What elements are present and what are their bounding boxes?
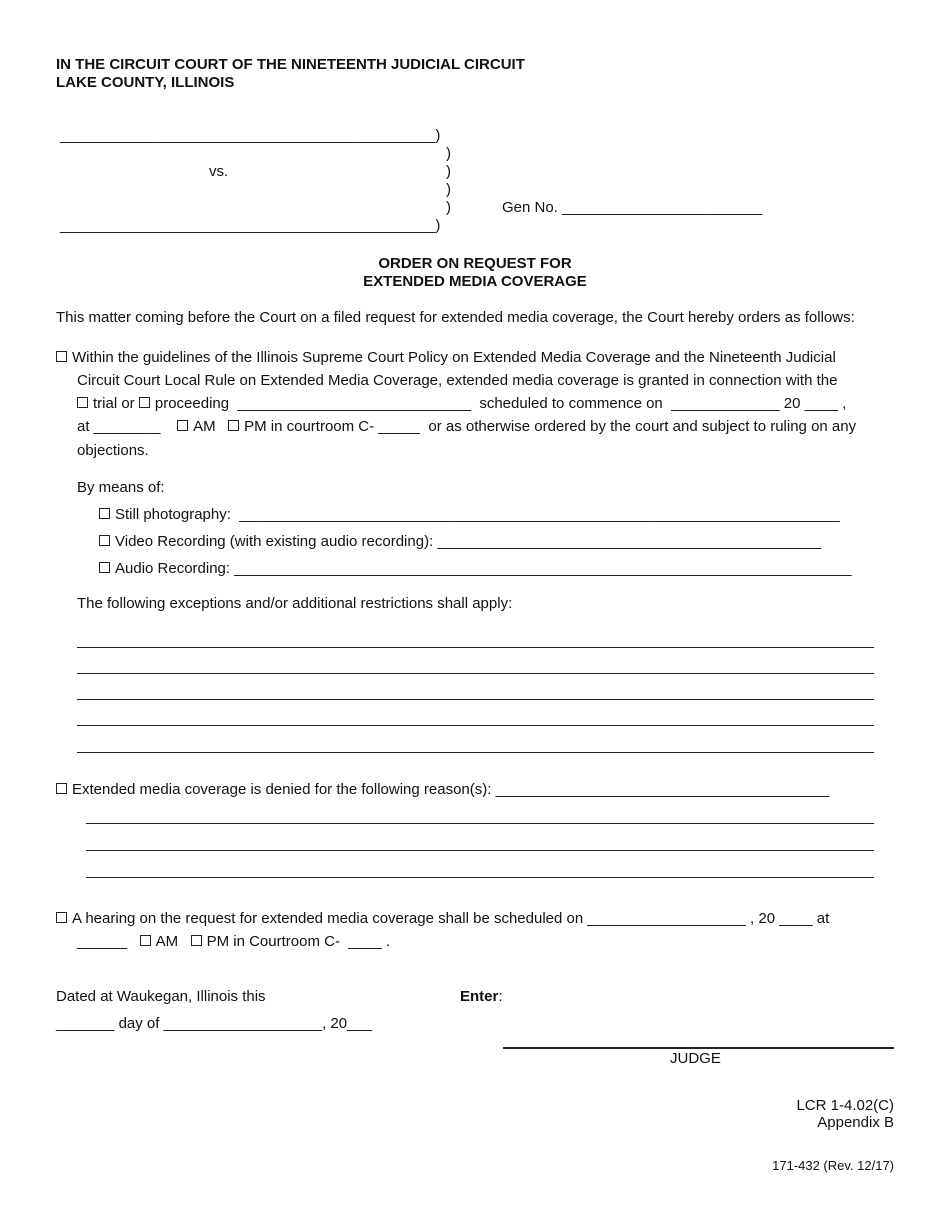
- hearing-time-blank[interactable]: ______: [77, 933, 128, 950]
- audio-label: Audio Recording: __________________________________________________________________________: [115, 560, 852, 577]
- hearing-checkbox[interactable]: [56, 912, 67, 923]
- still-photo-label: Still photography: ________________________________________________________________________: [115, 506, 840, 523]
- pm-courtroom-text: PM in courtroom C- _____ or as otherwise ordered by the court and subject to ruling on any: [244, 418, 857, 435]
- still-photo-option: [99, 506, 840, 524]
- enter-colon: :: [498, 988, 503, 1005]
- denied-text: Extended media coverage is denied for the following reason(s): ________________________________________: [72, 781, 830, 798]
- video-checkbox[interactable]: [99, 535, 110, 546]
- exceptions-line[interactable]: [77, 725, 874, 726]
- denied-option: [56, 781, 829, 799]
- defendant-line[interactable]: _____________________________________________): [60, 217, 441, 234]
- caption-paren: ): [446, 181, 451, 198]
- court-county: LAKE COUNTY, ILLINOIS: [56, 74, 235, 91]
- granted-line3: [77, 395, 846, 413]
- judge-label: JUDGE: [670, 1050, 721, 1067]
- dated-label: Dated at Waukegan, Illinois this: [56, 988, 266, 1005]
- caption-paren: ): [446, 163, 451, 180]
- still-photo-checkbox[interactable]: [99, 508, 110, 519]
- versus-label: vs.: [209, 163, 229, 180]
- form-title-line1: ORDER ON REQUEST FOR: [378, 255, 572, 272]
- granted-line4: [77, 418, 856, 436]
- am-label: AM: [193, 418, 216, 435]
- caption-paren: ): [446, 145, 451, 162]
- form-number: 171-432 (Rev. 12/17): [772, 1158, 894, 1173]
- means-heading: By means of:: [77, 479, 165, 496]
- exceptions-line[interactable]: [77, 673, 874, 674]
- denied-reason-line[interactable]: [86, 823, 874, 824]
- plaintiff-line[interactable]: _____________________________________________): [60, 127, 441, 144]
- hearing-option: [56, 910, 829, 928]
- appendix-ref: Appendix B: [817, 1114, 894, 1131]
- audio-option: [99, 560, 852, 578]
- am-checkbox[interactable]: [177, 420, 188, 431]
- granted-text-line5: objections.: [77, 442, 149, 459]
- trial-label: trial or: [93, 395, 135, 412]
- hearing-pm-text: PM in Courtroom C- ____ .: [206, 933, 390, 950]
- exceptions-line[interactable]: [77, 752, 874, 753]
- video-label: Video Recording (with existing audio recording): ______________________________________________: [115, 533, 822, 550]
- court-name: IN THE CIRCUIT COURT OF THE NINETEENTH JUDICIAL CIRCUIT: [56, 56, 525, 73]
- time-blank[interactable]: at ________: [77, 418, 161, 435]
- hearing-line2: [77, 933, 390, 951]
- granted-text-line1: Within the guidelines of the Illinois Supreme Court Policy on Extended Media Coverage and the Nineteenth Judicial: [72, 349, 836, 366]
- hearing-text: A hearing on the request for extended media coverage shall be scheduled on ___________________ , 20 ____ at: [72, 910, 830, 927]
- exceptions-line[interactable]: [77, 647, 874, 648]
- proceeding-checkbox[interactable]: [139, 397, 150, 408]
- gen-no-field[interactable]: Gen No. ________________________: [502, 199, 763, 216]
- denied-reason-line[interactable]: [86, 850, 874, 851]
- form-title-line2: EXTENDED MEDIA COVERAGE: [363, 273, 587, 290]
- exceptions-line[interactable]: [77, 699, 874, 700]
- local-rule-ref: LCR 1-4.02(C): [796, 1097, 894, 1114]
- caption-paren: ): [446, 199, 451, 216]
- pm-checkbox[interactable]: [228, 420, 239, 431]
- video-option: [99, 533, 821, 551]
- proceeding-label: proceeding ____________________________ scheduled to commence on _____________ 20 ____ ,: [154, 395, 847, 412]
- denied-checkbox[interactable]: [56, 783, 67, 794]
- judge-signature-line[interactable]: [503, 1047, 894, 1049]
- hearing-am-label: AM: [155, 933, 179, 950]
- granted-checkbox[interactable]: [56, 351, 67, 362]
- granted-option: [56, 349, 836, 367]
- trial-checkbox[interactable]: [77, 397, 88, 408]
- audio-checkbox[interactable]: [99, 562, 110, 573]
- hearing-am-checkbox[interactable]: [140, 935, 151, 946]
- denied-reason-line[interactable]: [86, 877, 874, 878]
- granted-text-line2: Circuit Court Local Rule on Extended Media Coverage, extended media coverage is granted in connection with the: [77, 372, 838, 389]
- enter-word: Enter: [460, 988, 499, 1005]
- dated-blanks[interactable]: _______ day of ___________________, 20___: [56, 1015, 373, 1032]
- exceptions-heading: The following exceptions and/or additional restrictions shall apply:: [77, 595, 513, 612]
- enter-label: [460, 988, 503, 1006]
- intro-paragraph: This matter coming before the Court on a filed request for extended media coverage, the Court hereby orders as follows:: [56, 309, 855, 326]
- hearing-pm-checkbox[interactable]: [191, 935, 202, 946]
